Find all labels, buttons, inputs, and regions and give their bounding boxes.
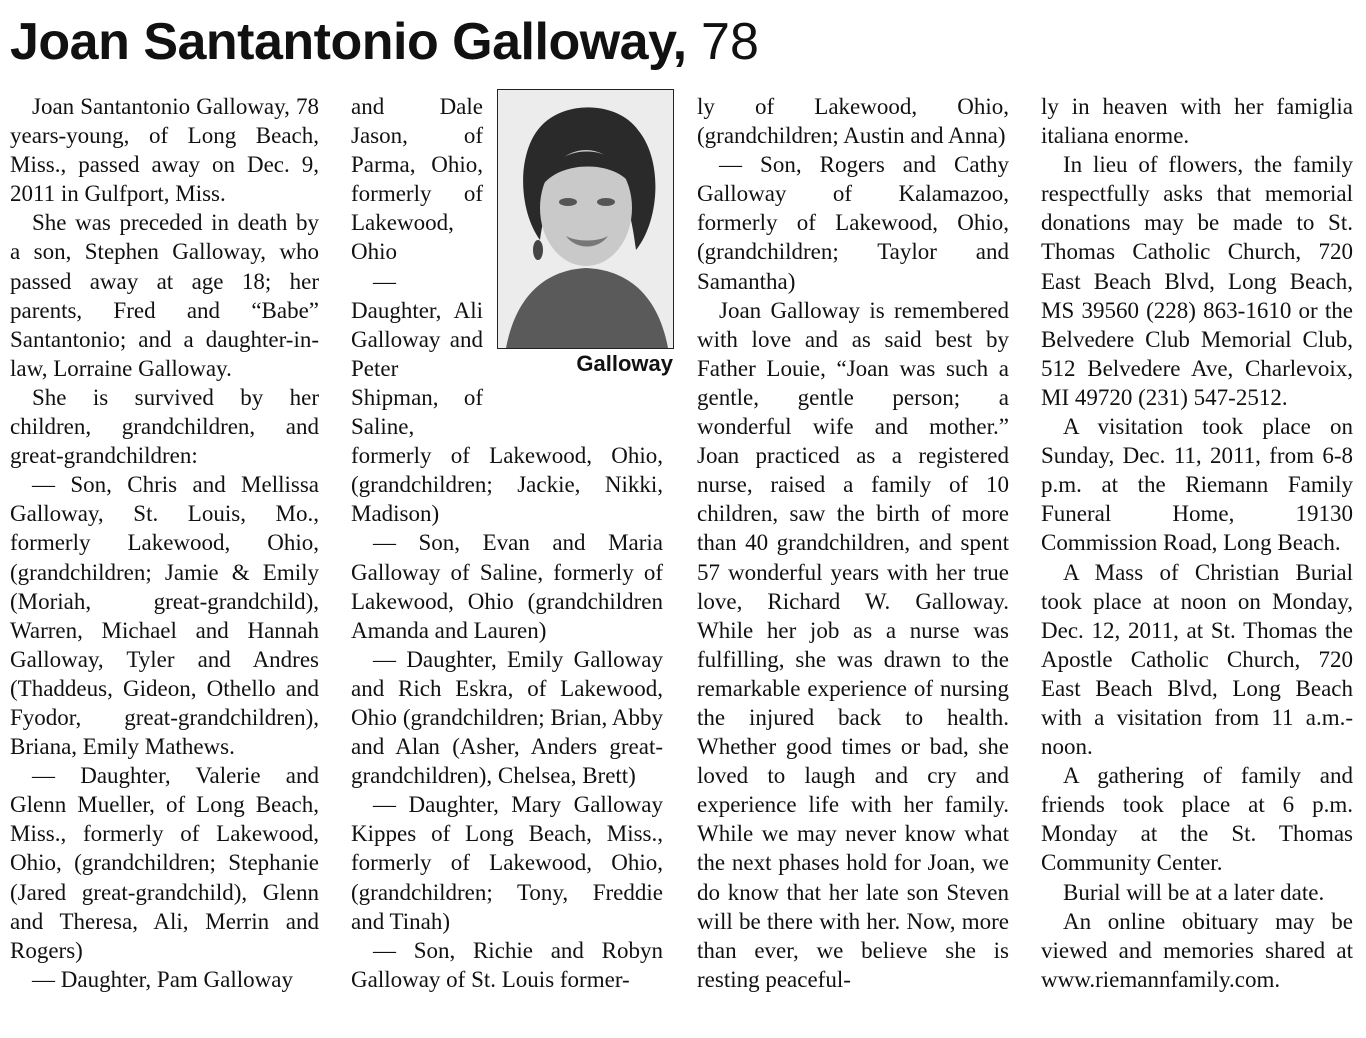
paragraph: formerly of Lakewood, Ohio, (grandchildren; Jackie, Nikki, Madison) bbox=[351, 443, 663, 527]
paragraph: ly in heaven with her famiglia italiana enorme. bbox=[1041, 94, 1353, 149]
narrow-text-block bbox=[351, 92, 483, 441]
headline-age: 78 bbox=[701, 13, 759, 71]
paragraph: and Dale Jason, of Parma, Ohio, formerly of Lakewood, Ohio bbox=[351, 94, 483, 265]
paragraph: An online obituary may be viewed and memories shared at www.riemannfamily.com. bbox=[1041, 908, 1353, 992]
paragraph: She was preceded in death by a son, Stephen Galloway, who passed away at age 18; her parents, Fred and “Babe” Santantonio; and a daughter-in-law, Lorraine Galloway. bbox=[10, 210, 319, 381]
paragraph: — Son, Rogers and Cathy Galloway of Kalamazoo, formerly of Lakewood, Ohio, (grandchildren; Taylor and Samantha) bbox=[697, 152, 1009, 294]
paragraph: — Daughter, Mary Galloway Kippes of Long Beach, Miss., formerly of Lakewood, Ohio, (grandchildren; Tony, Freddie and Tinah) bbox=[351, 792, 663, 934]
paragraph: — Son, Richie and Robyn Galloway of St. Louis former- bbox=[351, 937, 663, 992]
paragraph: In lieu of flowers, the family respectfully asks that memorial donations may be made to St. Thomas Catholic Church, 720 East Beach Blvd, Long Beach, MS 39560 (228) 863-1610 or the Belvedere Club Memorial Club, 512 Belvedere Ave, Charlevoix, MI 49720 (231) 547-2512. bbox=[1041, 152, 1353, 410]
paragraph: A visitation took place on Sunday, Dec. 11, 2011, from 6-8 p.m. at the Riemann Family Funeral Home, 19130 Commission Road, Long Beach. bbox=[1041, 414, 1353, 556]
paragraph: — Son, Chris and Mellissa Galloway, St. Louis, Mo., formerly Lakewood, Ohio, (grandchildren; Jamie & Emily (Moriah, great-grandchild), Warren, Michael and Hannah Galloway, Tyler and Andres (Thaddeus, Gideon, Othello and Fyodor, great-grandchildren), Briana, Emily Mathews. bbox=[10, 472, 319, 760]
text-column-4 bbox=[1041, 92, 1353, 994]
paragraph: She is survived by her children, grandchildren, and great-grandchildren: bbox=[10, 384, 319, 469]
paragraph: — Son, Evan and Maria Galloway of Saline, formerly of Lakewood, Ohio (grandchildren Amanda and Lauren) bbox=[351, 530, 663, 643]
paragraph: — Daughter, Valerie and Glenn Mueller, of Long Beach, Miss., formerly of Lakewood, Ohio, (grandchildren; Stephanie (Jared great-grandchild), Glenn and Theresa, Ali, Merrin and Rogers) bbox=[10, 763, 319, 963]
paragraph: Burial will be at a later date. bbox=[1063, 879, 1325, 905]
paragraph: — Daughter, Emily Galloway and Rich Eskra, of Lakewood, Ohio (grandchildren; Brian, Abby and Alan (Asher, Anders great-grandchildren), Chelsea, Brett) bbox=[351, 646, 663, 789]
paragraph: A gathering of family and friends took place at 6 p.m. Monday at the St. Thomas Community Center. bbox=[1041, 763, 1353, 876]
photo-caption: Galloway bbox=[576, 351, 673, 376]
paragraph: ly of Lakewood, Ohio, (grandchildren; Austin and Anna) bbox=[697, 94, 1009, 149]
paragraph: — Daughter, Ali Galloway and Peter Shipman, of Saline, bbox=[351, 268, 483, 440]
paragraph: Joan Galloway is remembered with love and as said best by Father Louie, “Joan was such a gentle, gentle person; a wonderful wife and mother.” Joan practiced as a registered nurse, raised a family of 10 children, saw the birth of more than 40 grandchildren, and spent 57 wonderful years with her true love, Richard W. Galloway. While her job as a nurse was fulfilling, she was drawn to the remarkable experience of nursing the injured back to health. Whether good times or bad, she loved to laugh and cry and experience life with her family. While we may never know what the next phases hold for Joan, we do know that her late son Steven will be there with her. Now, more than ever, we believe she is resting peaceful- bbox=[697, 297, 1009, 992]
headline-name: Joan Santantonio Galloway, bbox=[10, 13, 687, 71]
text-column-3 bbox=[697, 92, 1009, 994]
obituary-headline bbox=[10, 12, 759, 72]
text-column-1 bbox=[10, 92, 319, 994]
paragraph: Joan Santantonio Galloway, 78 years-young, of Long Beach, Miss., passed away on Dec. 9, 2011 in Gulfport, Miss. bbox=[10, 94, 319, 207]
text-column-2 bbox=[351, 92, 663, 994]
paragraph: — Daughter, Pam Galloway bbox=[32, 966, 293, 992]
paragraph: A Mass of Christian Burial took place at noon on Monday, Dec. 12, 2011, at St. Thomas the Apostle Catholic Church, 720 East Beach Blvd, Long Beach with a visitation from 11 a.m.-noon. bbox=[1041, 559, 1353, 760]
